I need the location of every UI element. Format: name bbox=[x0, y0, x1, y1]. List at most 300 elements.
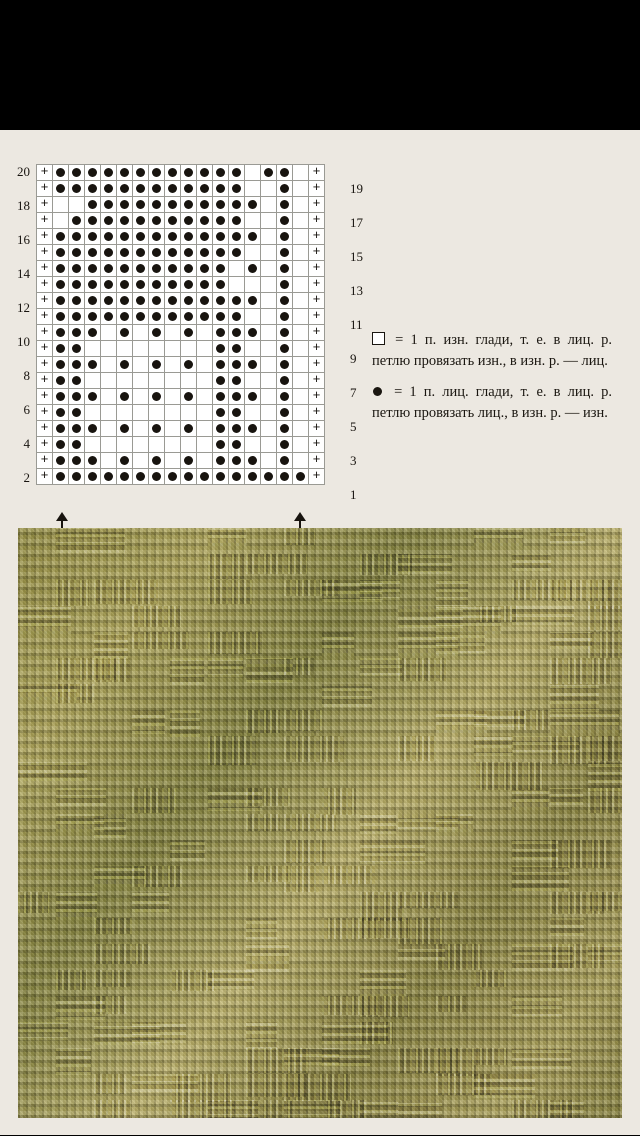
chart-cell-knit bbox=[197, 293, 213, 309]
chart-cell-purl bbox=[293, 261, 309, 277]
chart-cell-purl bbox=[149, 373, 165, 389]
chart-cell-knit bbox=[117, 453, 133, 469]
chart-cell-knit bbox=[181, 181, 197, 197]
chart-cell-knit bbox=[133, 277, 149, 293]
chart-cell-purl bbox=[245, 181, 261, 197]
chart-cell-knit bbox=[213, 405, 229, 421]
chart-cell-knit bbox=[245, 389, 261, 405]
chart-cell-knit bbox=[53, 181, 69, 197]
chart-cell-knit bbox=[69, 213, 85, 229]
chart-cell-knit bbox=[229, 229, 245, 245]
chart-cell-knit bbox=[149, 277, 165, 293]
chart-cell-purl bbox=[261, 197, 277, 213]
chart-cell-purl bbox=[165, 437, 181, 453]
chart-row-number-left: 4 bbox=[23, 436, 30, 451]
chart-cell-purl bbox=[165, 373, 181, 389]
chart-cell-knit bbox=[69, 373, 85, 389]
chart-cell-knit bbox=[85, 245, 101, 261]
chart-row bbox=[37, 181, 325, 197]
chart-cell-knit bbox=[245, 357, 261, 373]
chart-cell-purl bbox=[149, 341, 165, 357]
chart-cell-knit bbox=[85, 293, 101, 309]
chart-row bbox=[37, 277, 325, 293]
chart-row bbox=[37, 357, 325, 373]
chart-row bbox=[37, 373, 325, 389]
chart-cell-knit bbox=[149, 293, 165, 309]
chart-cell-knit bbox=[245, 197, 261, 213]
chart-cell-purl bbox=[165, 357, 181, 373]
chart-row bbox=[37, 405, 325, 421]
chart-cell-knit bbox=[117, 261, 133, 277]
chart-cell-knit bbox=[165, 277, 181, 293]
chart-cell-purl bbox=[293, 197, 309, 213]
chart-cell-purl bbox=[229, 261, 245, 277]
chart-cell-knit bbox=[117, 357, 133, 373]
chart-row-number-left: 20 bbox=[17, 164, 30, 179]
chart-cell-knit bbox=[277, 309, 293, 325]
chart-cell-knit bbox=[213, 421, 229, 437]
chart-row bbox=[37, 469, 325, 485]
chart-cell-purl bbox=[293, 181, 309, 197]
chart-cell-knit bbox=[85, 469, 101, 485]
chart-cell-purl bbox=[101, 325, 117, 341]
chart-cell-knit bbox=[149, 421, 165, 437]
chart-cell-knit bbox=[213, 341, 229, 357]
chart-cell-purl bbox=[197, 373, 213, 389]
chart-cell-knit bbox=[69, 277, 85, 293]
chart-cell-purl bbox=[293, 405, 309, 421]
chart-cell-knit bbox=[69, 389, 85, 405]
chart-cell-purl bbox=[229, 277, 245, 293]
chart-cell-purl bbox=[261, 309, 277, 325]
chart-cell-purl bbox=[133, 405, 149, 421]
chart-cell-knit bbox=[101, 245, 117, 261]
chart-cell-purl bbox=[181, 437, 197, 453]
chart-cell-purl bbox=[165, 453, 181, 469]
chart-cell-knit bbox=[85, 357, 101, 373]
chart-row bbox=[37, 309, 325, 325]
chart-cell-knit bbox=[261, 165, 277, 181]
chart-cell-knit bbox=[101, 165, 117, 181]
chart-cell-knit bbox=[229, 325, 245, 341]
chart-cell-knit bbox=[213, 469, 229, 485]
chart-cell-purl bbox=[197, 437, 213, 453]
chart-cell-knit bbox=[117, 389, 133, 405]
chart-cell-knit bbox=[101, 277, 117, 293]
chart-cell-purl bbox=[165, 341, 181, 357]
chart-cell-knit bbox=[69, 437, 85, 453]
chart-cell-purl bbox=[69, 197, 85, 213]
chart-cell-purl bbox=[181, 405, 197, 421]
chart-cell-knit bbox=[197, 245, 213, 261]
chart-cell-purl bbox=[261, 181, 277, 197]
chart-cell-knit bbox=[181, 357, 197, 373]
chart-cell-purl bbox=[101, 421, 117, 437]
chart-cell-knit bbox=[53, 309, 69, 325]
chart-cell-purl bbox=[197, 453, 213, 469]
chart-row-number-right: 9 bbox=[350, 351, 357, 366]
chart-cell-knit bbox=[213, 309, 229, 325]
chart-cell-knit bbox=[85, 421, 101, 437]
chart-cell-edge bbox=[37, 469, 53, 485]
chart-cell-knit bbox=[53, 405, 69, 421]
chart-cell-knit bbox=[213, 293, 229, 309]
chart-cell-purl bbox=[117, 341, 133, 357]
chart-row-number-right: 11 bbox=[350, 317, 363, 332]
chart-cell-purl bbox=[197, 357, 213, 373]
chart-cell-knit bbox=[53, 421, 69, 437]
chart-cell-knit bbox=[53, 373, 69, 389]
chart-row-number-right: 3 bbox=[350, 453, 357, 468]
chart-cell-purl bbox=[261, 437, 277, 453]
chart-cell-purl bbox=[261, 421, 277, 437]
chart-cell-purl bbox=[85, 405, 101, 421]
chart-cell-knit bbox=[133, 197, 149, 213]
chart-cell-knit bbox=[213, 453, 229, 469]
chart-cell-knit bbox=[149, 469, 165, 485]
chart-cell-knit bbox=[229, 309, 245, 325]
chart-cell-purl bbox=[133, 325, 149, 341]
chart-cell-purl bbox=[261, 389, 277, 405]
chart-cell-purl bbox=[101, 453, 117, 469]
chart-cell-knit bbox=[53, 453, 69, 469]
chart-cell-knit bbox=[149, 309, 165, 325]
chart-cell-purl bbox=[165, 325, 181, 341]
chart-cell-purl bbox=[101, 405, 117, 421]
chart-cell-purl bbox=[261, 341, 277, 357]
chart-cell-purl bbox=[101, 389, 117, 405]
chart-cell-knit bbox=[277, 373, 293, 389]
chart-cell-knit bbox=[133, 261, 149, 277]
chart-cell-knit bbox=[181, 277, 197, 293]
chart-cell-knit bbox=[133, 245, 149, 261]
chart-cell-knit bbox=[165, 469, 181, 485]
chart-cell-knit bbox=[69, 261, 85, 277]
chart-cell-purl bbox=[101, 341, 117, 357]
chart-cell-knit bbox=[117, 469, 133, 485]
chart-cell-purl bbox=[293, 245, 309, 261]
chart-cell-knit bbox=[53, 261, 69, 277]
chart-cell-edge bbox=[309, 469, 325, 485]
chart-cell-knit bbox=[53, 469, 69, 485]
chart-cell-purl bbox=[293, 277, 309, 293]
chart-cell-purl bbox=[261, 373, 277, 389]
chart-cell-knit bbox=[69, 229, 85, 245]
chart-cell-knit bbox=[165, 309, 181, 325]
chart-cell-knit bbox=[53, 389, 69, 405]
chart-cell-knit bbox=[117, 197, 133, 213]
chart-cell-knit bbox=[277, 453, 293, 469]
chart-cell-knit bbox=[229, 373, 245, 389]
chart-row bbox=[37, 229, 325, 245]
chart-cell-knit bbox=[69, 469, 85, 485]
chart-cell-purl bbox=[293, 437, 309, 453]
chart-cell-knit bbox=[277, 245, 293, 261]
chart-row-number-left: 18 bbox=[17, 198, 30, 213]
chart-cell-knit bbox=[101, 213, 117, 229]
chart-cell-knit bbox=[85, 389, 101, 405]
chart-cell-knit bbox=[101, 261, 117, 277]
chart-row bbox=[37, 261, 325, 277]
chart-cell-knit bbox=[181, 229, 197, 245]
chart-cell-knit bbox=[277, 277, 293, 293]
chart-cell-knit bbox=[69, 325, 85, 341]
chart-cell-knit bbox=[53, 245, 69, 261]
chart-cell-knit bbox=[53, 277, 69, 293]
chart-cell-knit bbox=[69, 453, 85, 469]
chart-cell-knit bbox=[101, 309, 117, 325]
chart-cell-knit bbox=[213, 373, 229, 389]
chart-cell-purl bbox=[245, 373, 261, 389]
chart-cell-knit bbox=[69, 245, 85, 261]
chart-cell-knit bbox=[229, 405, 245, 421]
chart-cell-knit bbox=[229, 165, 245, 181]
chart-cell-purl bbox=[245, 341, 261, 357]
chart-cell-purl bbox=[293, 325, 309, 341]
chart-cell-purl bbox=[245, 245, 261, 261]
chart-row-number-right: 19 bbox=[350, 181, 363, 196]
chart-cell-purl bbox=[293, 373, 309, 389]
chart-cell-purl bbox=[117, 373, 133, 389]
chart-row-number-right: 1 bbox=[350, 487, 357, 502]
chart-cell-knit bbox=[213, 277, 229, 293]
chart-cell-knit bbox=[197, 261, 213, 277]
chart-cell-knit bbox=[133, 309, 149, 325]
chart-cell-purl bbox=[293, 389, 309, 405]
chart-row bbox=[37, 165, 325, 181]
chart-cell-knit bbox=[245, 469, 261, 485]
chart-cell-knit bbox=[229, 453, 245, 469]
dot-symbol-icon bbox=[373, 387, 382, 396]
chart-cell-purl bbox=[293, 213, 309, 229]
legend-line-knit bbox=[372, 382, 612, 424]
chart-cell-knit bbox=[69, 341, 85, 357]
chart-cell-knit bbox=[117, 325, 133, 341]
chart-cell-purl bbox=[117, 405, 133, 421]
chart-row-number-right: 17 bbox=[350, 215, 363, 230]
chart-cell-purl bbox=[245, 405, 261, 421]
chart-cell-purl bbox=[293, 357, 309, 373]
chart-cell-knit bbox=[85, 213, 101, 229]
chart-cell-knit bbox=[293, 469, 309, 485]
chart-cell-purl bbox=[165, 389, 181, 405]
chart-cell-purl bbox=[117, 437, 133, 453]
chart-cell-knit bbox=[181, 165, 197, 181]
chart-cell-knit bbox=[245, 261, 261, 277]
chart-cell-knit bbox=[181, 325, 197, 341]
chart-cell-purl bbox=[165, 421, 181, 437]
chart-cell-knit bbox=[277, 341, 293, 357]
chart-cell-knit bbox=[53, 437, 69, 453]
chart-cell-knit bbox=[197, 181, 213, 197]
chart-cell-purl bbox=[197, 341, 213, 357]
chart-cell-knit bbox=[53, 165, 69, 181]
chart-cell-knit bbox=[277, 229, 293, 245]
chart-cell-knit bbox=[181, 245, 197, 261]
chart-cell-knit bbox=[101, 229, 117, 245]
chart-cell-purl bbox=[261, 325, 277, 341]
chart-cell-knit bbox=[165, 197, 181, 213]
chart-cell-knit bbox=[181, 261, 197, 277]
chart-cell-knit bbox=[229, 437, 245, 453]
chart-cell-knit bbox=[277, 469, 293, 485]
chart-cell-knit bbox=[181, 213, 197, 229]
chart-row-number-left: 10 bbox=[17, 334, 30, 349]
swatch-grain-overlay bbox=[18, 528, 622, 1118]
chart-cell-purl bbox=[133, 453, 149, 469]
chart-cell-knit bbox=[101, 469, 117, 485]
chart-cell-knit bbox=[133, 469, 149, 485]
chart-cell-knit bbox=[165, 245, 181, 261]
chart-cell-knit bbox=[69, 421, 85, 437]
chart-cell-purl bbox=[293, 293, 309, 309]
chart-cell-knit bbox=[117, 165, 133, 181]
chart-cell-knit bbox=[261, 469, 277, 485]
chart-cell-knit bbox=[197, 229, 213, 245]
chart-cell-purl bbox=[245, 277, 261, 293]
chart-cell-purl bbox=[165, 405, 181, 421]
chart-cell-knit bbox=[117, 213, 133, 229]
chart-cell-knit bbox=[165, 181, 181, 197]
chart-cell-knit bbox=[149, 213, 165, 229]
chart-cell-knit bbox=[85, 453, 101, 469]
chart-cell-purl bbox=[261, 453, 277, 469]
chart-cell-knit bbox=[229, 213, 245, 229]
chart-cell-knit bbox=[53, 357, 69, 373]
chart-cell-purl bbox=[101, 437, 117, 453]
chart-cell-knit bbox=[149, 357, 165, 373]
chart-cell-knit bbox=[165, 213, 181, 229]
legend-knit-text: = 1 п. лиц. глади, т. е. в лиц. р. петлю провязать лиц., в изн. р. — изн. bbox=[372, 384, 612, 422]
chart-cell-purl bbox=[245, 213, 261, 229]
chart-cell-purl bbox=[85, 373, 101, 389]
chart-cell-knit bbox=[197, 197, 213, 213]
chart-cell-knit bbox=[277, 197, 293, 213]
chart-cell-purl bbox=[293, 309, 309, 325]
chart-cell-knit bbox=[165, 261, 181, 277]
chart-cell-knit bbox=[197, 213, 213, 229]
chart-cell-knit bbox=[101, 197, 117, 213]
chart-cell-knit bbox=[181, 469, 197, 485]
chart-row-number-left: 2 bbox=[23, 470, 30, 485]
chart-row-number-left: 12 bbox=[17, 300, 30, 315]
chart-cell-knit bbox=[245, 421, 261, 437]
chart-cell-knit bbox=[277, 325, 293, 341]
chart-cell-knit bbox=[117, 421, 133, 437]
chart-cell-knit bbox=[149, 181, 165, 197]
chart-cell-knit bbox=[53, 293, 69, 309]
chart-cell-knit bbox=[85, 197, 101, 213]
chart-cell-knit bbox=[149, 165, 165, 181]
chart-cell-knit bbox=[277, 405, 293, 421]
chart-cell-purl bbox=[53, 213, 69, 229]
chart-cell-knit bbox=[229, 181, 245, 197]
chart-cell-knit bbox=[229, 357, 245, 373]
chart-row bbox=[37, 389, 325, 405]
chart-cell-knit bbox=[213, 229, 229, 245]
chart-cell-purl bbox=[53, 197, 69, 213]
chart-cell-knit bbox=[277, 165, 293, 181]
chart-cell-purl bbox=[261, 213, 277, 229]
chart-cell-knit bbox=[181, 389, 197, 405]
chart-cell-knit bbox=[85, 181, 101, 197]
chart-row bbox=[37, 341, 325, 357]
chart-cell-knit bbox=[69, 357, 85, 373]
chart-cell-knit bbox=[149, 325, 165, 341]
chart-cell-knit bbox=[277, 181, 293, 197]
chart-cell-purl bbox=[197, 405, 213, 421]
chart-cell-purl bbox=[101, 357, 117, 373]
chart-cell-knit bbox=[85, 277, 101, 293]
chart-cell-purl bbox=[101, 373, 117, 389]
chart-cell-purl bbox=[133, 341, 149, 357]
chart-cell-knit bbox=[101, 181, 117, 197]
chart-cell-knit bbox=[133, 181, 149, 197]
chart-cell-purl bbox=[293, 341, 309, 357]
chart-cell-purl bbox=[293, 453, 309, 469]
chart-cell-purl bbox=[133, 373, 149, 389]
chart-cell-knit bbox=[85, 325, 101, 341]
chart-row bbox=[37, 437, 325, 453]
chart-row bbox=[37, 453, 325, 469]
chart-cell-knit bbox=[181, 293, 197, 309]
chart-cell-knit bbox=[133, 229, 149, 245]
chart-cell-knit bbox=[245, 325, 261, 341]
chart-cell-knit bbox=[69, 405, 85, 421]
chart-cell-knit bbox=[117, 293, 133, 309]
chart-cell-knit bbox=[149, 389, 165, 405]
chart-cell-knit bbox=[229, 197, 245, 213]
chart-row-number-right: 13 bbox=[350, 283, 363, 298]
chart-cell-purl bbox=[261, 357, 277, 373]
chart-cell-purl bbox=[149, 437, 165, 453]
chart-cell-knit bbox=[277, 293, 293, 309]
chart-cell-knit bbox=[165, 229, 181, 245]
chart-cell-knit bbox=[229, 293, 245, 309]
chart-cell-purl bbox=[133, 437, 149, 453]
chart-cell-knit bbox=[149, 261, 165, 277]
chart-cell-purl bbox=[197, 325, 213, 341]
chart-cell-knit bbox=[213, 213, 229, 229]
chart-cell-purl bbox=[261, 405, 277, 421]
chart-row-number-right: 7 bbox=[350, 385, 357, 400]
chart-cell-knit bbox=[229, 341, 245, 357]
chart-legend bbox=[372, 330, 612, 434]
chart-cell-knit bbox=[149, 229, 165, 245]
chart-cell-purl bbox=[197, 389, 213, 405]
chart-cell-purl bbox=[245, 309, 261, 325]
chart-cell-knit bbox=[117, 309, 133, 325]
chart-cell-knit bbox=[149, 245, 165, 261]
chart-cell-knit bbox=[213, 165, 229, 181]
chart-row-number-left: 14 bbox=[17, 266, 30, 281]
chart-row bbox=[37, 325, 325, 341]
chart-cell-purl bbox=[293, 421, 309, 437]
chart-cell-knit bbox=[277, 357, 293, 373]
chart-cell-knit bbox=[213, 357, 229, 373]
chart-cell-purl bbox=[261, 293, 277, 309]
chart-cell-purl bbox=[133, 421, 149, 437]
legend-purl-text: = 1 п. изн. глади, т. е. в лиц. р. петлю провязать изн., в изн. р. — лиц. bbox=[372, 332, 612, 370]
chart-row-number-right: 15 bbox=[350, 249, 363, 264]
chart-cell-knit bbox=[165, 293, 181, 309]
chart-row-number-left: 6 bbox=[23, 402, 30, 417]
chart-cell-knit bbox=[277, 213, 293, 229]
chart-cell-knit bbox=[53, 341, 69, 357]
chart-cell-knit bbox=[229, 421, 245, 437]
chart-cell-purl bbox=[85, 437, 101, 453]
chart-cell-knit bbox=[197, 309, 213, 325]
